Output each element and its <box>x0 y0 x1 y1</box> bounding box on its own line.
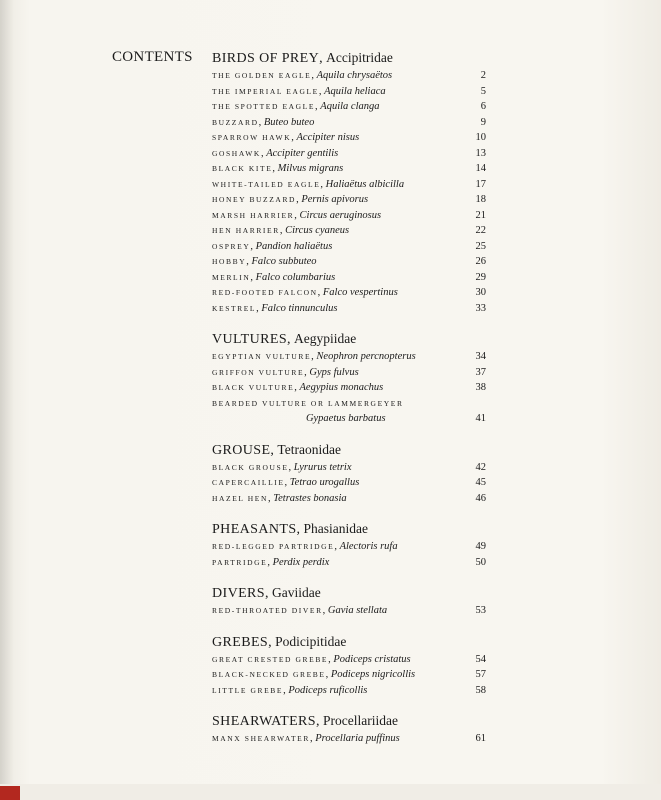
common-name: BLACK-NECKED GREBE <box>212 670 326 679</box>
entry-name <box>212 365 359 381</box>
section-heading <box>212 441 486 460</box>
separator: , <box>311 351 317 362</box>
latin-name: Tetrao urogallus <box>289 477 360 488</box>
entry-name <box>212 731 400 747</box>
page-number: 6 <box>480 101 486 112</box>
latin-name: Haliaëtus albicilla <box>325 178 405 190</box>
latin-name: Podiceps nigricollis <box>330 669 416 680</box>
separator: , <box>264 586 272 601</box>
separator: , <box>322 605 328 616</box>
latin-name: Accipiter nisus <box>296 132 360 143</box>
common-name: MANX SHEARWATER <box>212 734 310 743</box>
latin-name: Gyps fulvus <box>309 366 359 378</box>
common-name: MERLIN <box>212 272 251 282</box>
page-number: 10 <box>475 132 486 143</box>
section-family: Tetraonidae <box>277 441 341 457</box>
entry-name <box>212 460 351 476</box>
separator: , <box>283 684 289 696</box>
page-number: 54 <box>475 653 486 665</box>
page-number: 17 <box>475 178 486 190</box>
entry-name <box>212 683 367 699</box>
entry-name <box>212 115 314 131</box>
latin-name: Milvus migrans <box>277 163 344 174</box>
section-family: Aegypiidae <box>294 331 357 346</box>
toc-section <box>212 49 486 316</box>
toc-entry[interactable] <box>212 683 486 699</box>
entry-name <box>212 285 398 301</box>
latin-name: Lyrurus tetrix <box>293 461 352 473</box>
separator: , <box>288 461 294 473</box>
common-name: BUZZARD <box>212 117 259 127</box>
latin-name: Gypaetus barbatus <box>305 413 386 424</box>
toc-section <box>212 520 486 570</box>
common-name: PARTRIDGE <box>212 557 268 567</box>
separator: , <box>284 477 290 488</box>
toc-entry[interactable] <box>212 130 486 146</box>
common-name: BLACK GROUSE <box>212 462 289 472</box>
section-heading <box>212 584 486 603</box>
separator: , <box>296 522 304 537</box>
separator: , <box>294 382 300 393</box>
toc-entry[interactable] <box>212 161 486 177</box>
entry-name <box>212 239 332 255</box>
page-number: 26 <box>475 256 486 267</box>
entry-name <box>212 223 349 239</box>
common-name: WHITE-TAILED EAGLE <box>212 179 321 189</box>
section-name: GROUSE <box>212 442 271 458</box>
page-number: 46 <box>475 492 486 504</box>
toc-entry[interactable] <box>212 349 486 365</box>
entry-name <box>212 603 387 619</box>
separator: , <box>304 366 310 378</box>
toc-entry[interactable] <box>212 396 486 427</box>
common-name: LITTLE GREBE <box>212 685 284 695</box>
latin-name: Falco subbuteo <box>251 256 317 267</box>
common-name: HONEY BUZZARD <box>212 195 297 204</box>
section-name: SHEARWATERS <box>212 714 316 729</box>
separator: , <box>250 240 256 252</box>
page-number: 18 <box>475 194 486 205</box>
latin-name: Tetrastes bonasia <box>273 492 347 504</box>
common-name: OSPREY <box>212 241 251 251</box>
latin-name: Podiceps ruficollis <box>288 684 368 696</box>
latin-name: Perdix perdix <box>272 556 330 568</box>
separator: , <box>320 178 326 190</box>
toc-entry[interactable] <box>212 539 486 555</box>
toc-entry[interactable] <box>212 301 486 317</box>
separator: , <box>296 194 302 205</box>
latin-name: Pernis apivorus <box>301 194 369 205</box>
separator: , <box>311 70 317 81</box>
entry-name <box>212 667 415 683</box>
latin-name: Gavia stellata <box>327 605 388 616</box>
section-name: PHEASANTS <box>212 522 297 537</box>
common-name: EGYPTIAN VULTURE <box>212 352 312 361</box>
separator: , <box>260 147 267 159</box>
section-heading <box>212 49 486 68</box>
common-name: BEARDED VULTURE OR LAMMERGEYER <box>212 398 404 408</box>
page-number: 41 <box>475 413 486 424</box>
entry-name <box>212 555 329 571</box>
separator: , <box>309 733 316 744</box>
entry-name <box>212 84 386 100</box>
page-number: 25 <box>475 240 486 252</box>
page-number: 58 <box>475 684 486 696</box>
common-name: HOBBY <box>212 257 247 266</box>
entry-name <box>212 380 383 396</box>
page-number: 22 <box>475 225 486 236</box>
separator: , <box>287 332 295 347</box>
entry-name <box>212 491 347 507</box>
latin-name: Buteo buteo <box>263 116 315 128</box>
common-name: CAPERCAILLIE <box>212 478 285 487</box>
entry-name <box>212 130 359 146</box>
page-number: 38 <box>475 382 486 393</box>
separator: , <box>328 653 334 665</box>
common-name: KESTREL <box>212 303 257 313</box>
page-number: 53 <box>475 605 486 616</box>
toc-entry[interactable] <box>212 239 486 255</box>
separator: , <box>294 209 300 221</box>
entry-name <box>212 161 343 177</box>
entry-name <box>212 301 338 317</box>
latin-name: Aegypius monachus <box>299 382 384 393</box>
page-number: 50 <box>475 556 486 568</box>
common-name: BLACK KITE <box>212 164 273 173</box>
separator: , <box>317 287 323 298</box>
page-number: 13 <box>475 147 486 159</box>
toc-entry[interactable] <box>212 285 486 301</box>
latin-name: Falco tinnunculus <box>261 302 338 314</box>
common-name: THE GOLDEN EAGLE <box>212 71 312 80</box>
toc-entry[interactable] <box>212 555 486 571</box>
toc-entry[interactable] <box>212 68 486 84</box>
separator: , <box>258 116 264 128</box>
entry-name <box>212 652 411 668</box>
latin-name: Accipiter gentilis <box>266 147 339 159</box>
latin-name: Neophron percnopterus <box>316 351 416 362</box>
page-number: 14 <box>475 163 486 174</box>
separator: , <box>267 556 273 568</box>
table-of-contents <box>212 49 486 747</box>
entry-name <box>212 177 404 193</box>
section-family: Podicipitidae <box>275 633 347 649</box>
separator: , <box>291 132 297 143</box>
section-name: VULTURES <box>212 332 288 347</box>
toc-entry[interactable] <box>212 192 486 208</box>
separator: , <box>279 225 286 236</box>
toc-entry[interactable] <box>212 208 486 224</box>
latin-name: Alectoris rufa <box>339 541 398 552</box>
common-name: GRIFFON VULTURE <box>212 367 305 377</box>
toc-section <box>212 584 486 619</box>
section-heading <box>212 633 486 652</box>
separator: , <box>318 85 325 97</box>
toc-entry[interactable] <box>212 475 486 491</box>
toc-entry[interactable] <box>212 603 486 619</box>
latin-name: Falco columbarius <box>255 271 336 283</box>
page-number: 5 <box>480 85 486 97</box>
common-name: RED-FOOTED FALCON <box>212 288 318 297</box>
entry-name <box>212 146 338 162</box>
toc-section <box>212 441 486 507</box>
toc-section <box>212 330 486 427</box>
toc-entry[interactable] <box>212 115 486 131</box>
page-number: 2 <box>480 70 486 81</box>
entry-name <box>212 68 392 84</box>
separator: , <box>270 442 278 458</box>
separator: , <box>256 302 262 314</box>
common-name: GOSHAWK <box>212 148 261 158</box>
common-name: THE IMPERIAL EAGLE <box>212 86 319 96</box>
section-name: DIVERS <box>212 586 265 601</box>
entry-name <box>212 349 416 365</box>
separator: , <box>272 163 278 174</box>
page-number: 49 <box>475 541 486 552</box>
common-name: HAZEL HEN <box>212 493 268 503</box>
page-number: 30 <box>475 287 486 298</box>
common-name: MARSH HARRIER <box>212 210 295 220</box>
section-family: Gaviidae <box>271 585 321 600</box>
separator: , <box>315 101 321 112</box>
separator: , <box>246 256 252 267</box>
toc-entry[interactable] <box>212 270 486 286</box>
latin-name: Aquila clanga <box>320 101 380 112</box>
common-name: GREAT CRESTED GREBE <box>212 654 329 664</box>
entry-name <box>212 99 379 115</box>
toc-entry[interactable] <box>212 491 486 507</box>
toc-entry[interactable] <box>212 652 486 668</box>
section-family: Procellariidae <box>322 713 398 728</box>
page-number: 21 <box>475 209 486 221</box>
page-bottom-edge <box>0 784 661 800</box>
latin-name: Aquila heliaca <box>324 85 386 97</box>
latin-name: Podiceps cristatus <box>333 653 411 665</box>
toc-entry[interactable] <box>212 667 486 683</box>
section-name: GREBES <box>212 634 269 650</box>
page-number: 45 <box>475 477 486 488</box>
toc-entry[interactable] <box>212 223 486 239</box>
common-name: RED-THROATED DIVER <box>212 606 323 615</box>
gutter-shadow <box>0 0 14 800</box>
page-number: 33 <box>475 302 486 314</box>
section-family: Phasianidae <box>303 521 368 536</box>
toc-entry[interactable] <box>212 146 486 162</box>
separator: , <box>268 492 274 504</box>
separator: , <box>319 51 327 66</box>
entry-name <box>212 254 317 270</box>
separator: , <box>268 634 276 650</box>
toc-entry[interactable] <box>212 99 486 115</box>
toc-section <box>212 712 486 747</box>
cover-edge <box>0 786 20 800</box>
separator: , <box>334 541 340 552</box>
common-name: SPARROW HAWK <box>212 133 292 142</box>
toc-entry[interactable] <box>212 731 486 747</box>
separator: , <box>325 669 331 680</box>
toc-section <box>212 633 486 699</box>
page-number: 29 <box>475 271 486 283</box>
page-number: 34 <box>475 351 486 362</box>
entry-name <box>212 270 335 286</box>
separator: , <box>315 714 323 729</box>
latin-name: Circus cyaneus <box>285 225 350 236</box>
latin-name: Procellaria puffinus <box>315 733 400 744</box>
latin-name: Circus aeruginosus <box>299 209 382 221</box>
entry-name <box>212 192 368 208</box>
common-name: RED-LEGGED PARTRIDGE <box>212 542 335 551</box>
common-name: HEN HARRIER <box>212 226 280 235</box>
page-number: 61 <box>475 733 486 744</box>
latin-name: Falco vespertinus <box>322 287 398 298</box>
toc-entry[interactable] <box>212 84 486 100</box>
toc-entry[interactable] <box>212 460 486 476</box>
contents-heading: CONTENTS <box>112 49 193 65</box>
toc-entry[interactable] <box>212 380 486 396</box>
toc-entry[interactable] <box>212 177 486 193</box>
page-number: 9 <box>480 116 486 128</box>
latin-name: Pandion haliaëtus <box>255 240 333 252</box>
separator: , <box>250 271 256 283</box>
section-heading <box>212 330 486 349</box>
section-heading <box>212 520 486 539</box>
latin-line <box>212 411 404 427</box>
entry-name <box>212 208 381 224</box>
section-name: BIRDS OF PREY <box>212 51 320 66</box>
entry-name <box>212 396 404 427</box>
common-name: BLACK VULTURE <box>212 383 295 392</box>
entry-name <box>212 475 359 491</box>
section-heading <box>212 712 486 731</box>
latin-name: Aquila chrysaëtos <box>316 70 393 81</box>
entry-name <box>212 539 398 555</box>
common-name: THE SPOTTED EAGLE <box>212 102 316 111</box>
toc-entry[interactable] <box>212 365 486 381</box>
page-number: 57 <box>475 669 486 680</box>
section-family: Accipitridae <box>326 50 393 65</box>
page-number: 42 <box>475 461 486 473</box>
toc-entry[interactable] <box>212 254 486 270</box>
page-number: 37 <box>475 366 486 378</box>
